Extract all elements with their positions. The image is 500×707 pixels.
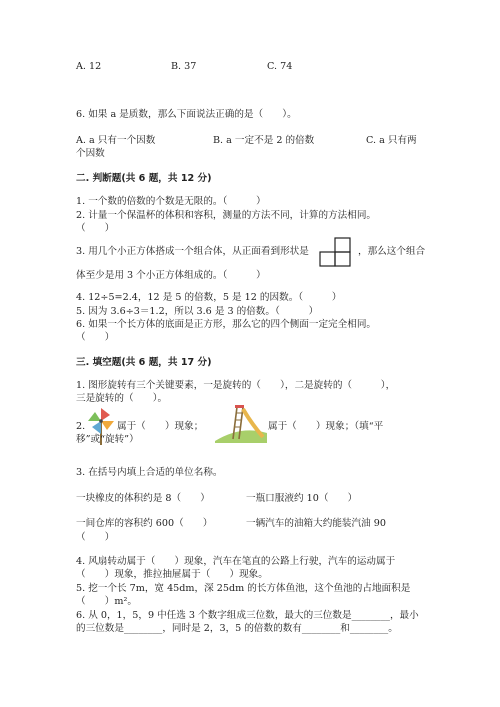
judge-item-5: 5. 因为 3.6÷3＝1.2，所以 3.6 是 3 的倍数。（ ） bbox=[76, 306, 319, 317]
judge-item-3-cont: 体至少是用 3 个小正方体组成的。（ ） bbox=[76, 270, 266, 281]
judge-item-1: 1. 一个数的倍数的个数是无限的。（ ） bbox=[76, 196, 266, 207]
fill-q4-line1: 4. 风扇转动属于（ ）现象，汽车在笔直的公路上行驶，汽车的运动属于 bbox=[76, 556, 396, 567]
fill-q1-line1: 1. 图形旋转有三个关键要素，一是旋转的（ ），二是旋转的（ ）， bbox=[76, 380, 396, 391]
fill-q2-part1: 属于（ ）现象； bbox=[117, 421, 204, 432]
fill-q5-line1: 5. 挖一个长 7m，宽 45dm，深 25dm 的长方体鱼池，这个鱼池的占地面积是 bbox=[76, 583, 411, 594]
judge-item-6-cont: （ ） bbox=[76, 332, 115, 343]
q6-option-a: A. a 只有一个因数 bbox=[76, 135, 156, 146]
q6-stem: 6. 如果 a 是质数，那么下面说法正确的是（ ）。 bbox=[76, 109, 297, 120]
fill-q3-item-4: 一辆汽车的油箱大约能装汽油 90 bbox=[246, 518, 386, 529]
judge-item-2: 2. 计量一个保温杯的体积和容积，测量的方法不同，计算的方法相同。 bbox=[76, 210, 377, 221]
section3-title: 三. 填空题(共 6 题，共 17 分) bbox=[76, 357, 212, 368]
q6-option-b: B. a 一定不是 2 的倍数 bbox=[213, 135, 315, 146]
fill-q2-number: 2. bbox=[76, 421, 86, 432]
fill-q1-line2: 三是旋转的（ ）。 bbox=[76, 393, 168, 404]
section2-title: 二. 判断题(共 6 题，共 12 分) bbox=[76, 173, 212, 184]
q5-option-b: B. 37 bbox=[171, 61, 197, 72]
judge-item-6: 6. 如果一个长方体的底面是正方形，那么它的四个侧面一定完全相同。 bbox=[76, 319, 377, 330]
judge-item-4: 4. 12÷5=2.4，12 是 5 的倍数，5 是 12 的因数。（ ） bbox=[76, 292, 342, 303]
fill-q3-item-1: 一块橡皮的体积约是 8（ ） bbox=[76, 493, 210, 504]
fill-q3-stem: 3. 在括号内填上合适的单位名称。 bbox=[76, 467, 223, 478]
playground-slide-icon bbox=[215, 403, 267, 443]
fill-q3-item-4-cont: （ ） bbox=[76, 532, 115, 543]
judge-item-2-cont: （ ） bbox=[76, 223, 115, 234]
judge-item-3-tail: ，那么这个组合 bbox=[358, 246, 426, 257]
q6-option-c: C. a 只有两 bbox=[366, 135, 417, 146]
fill-q6-line2: 的三位数是________，同时是 2，3，5 的倍数的数有________和________。 bbox=[76, 623, 398, 634]
fill-q4-line2: （ ）现象，推拉抽屉属于（ ）现象。 bbox=[76, 569, 268, 580]
fill-q2-cont: 移”或“旋转”） bbox=[76, 434, 139, 445]
fill-q3-item-3: 一间仓库的容积约 600（ ） bbox=[76, 518, 213, 529]
q5-option-c: C. 74 bbox=[267, 61, 293, 72]
fill-q3-item-2: 一瓶口服液约 10（ ） bbox=[246, 493, 358, 504]
fill-q2-part2: 属于（ ）现象；（填“平 bbox=[268, 421, 384, 432]
judge-item-3: 3. 用几个小正方体搭成一个组合体，从正面看到形状是 bbox=[76, 246, 309, 257]
q5-option-a: A. 12 bbox=[76, 61, 102, 72]
fill-q6-line1: 6. 从 0，1，5，9 中任选 3 个数字组成三位数，最大的三位数是________，最小 bbox=[76, 610, 419, 621]
q6-option-c-cont: 个因数 bbox=[76, 148, 105, 159]
fill-q5-line2: （ ）m²。 bbox=[76, 596, 137, 607]
three-cube-front-view-icon bbox=[318, 237, 352, 268]
